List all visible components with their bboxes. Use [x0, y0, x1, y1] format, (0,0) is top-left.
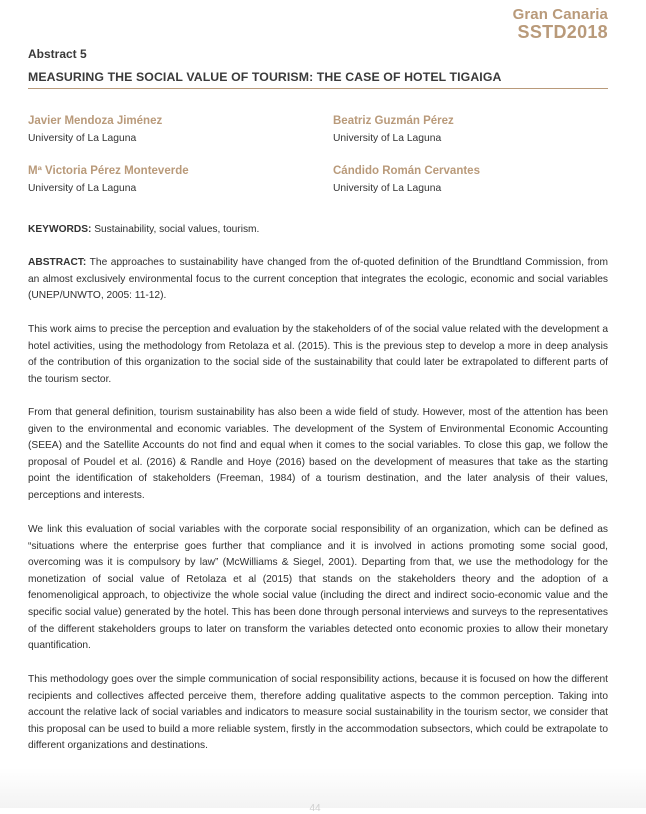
keywords-label: KEYWORDS: — [28, 224, 92, 235]
author-affiliation: University of La Laguna — [333, 183, 442, 194]
author-block — [333, 114, 613, 146]
author-name: Javier Mendoza Jiménez — [28, 115, 163, 127]
body-paragraph-4: This methodology goes over the simple communication of social responsibility actions, because it is focused on how the different recipients and collectives affected perceive them, therefore adding qualitative aspects to the common perception. Taking into account the relative lack of social variables and indicators to measure social sustainability in the tourism sector, we consider that this proposal can be used to build a more reliable system, firstly in the accommodation subsectors, which could be extrapolate to different organizations and destinations. — [28, 674, 608, 752]
author-affiliation: University of La Laguna — [28, 183, 137, 194]
body-paragraph-2: From that general definition, tourism sustainability has also been a wide field of study. However, most of the attention has been given to the environmental and economic variables. The development of the System of Environmental Economic Accounting (SEEA) and the Satellite Accounts do not find and equal when it comes to the social variables. To close this gap, we follow the proposal of Poudel et al. (2016) & Randle and Hoye (2016) based on the development of measures that take as the starting point the identification of stakeholders (Freeman, 1984) of a tourism destination, and the later analysis of their values, perceptions and interests. — [28, 407, 608, 501]
abstract-paragraph — [28, 255, 608, 305]
abstract-heading: ABSTRACT: — [28, 257, 87, 268]
brand-location: Gran Canaria — [512, 6, 608, 23]
author-name: Beatriz Guzmán Pérez — [333, 115, 454, 127]
author-affiliation: University of La Laguna — [333, 133, 442, 144]
author-affiliation: University of La Laguna — [28, 133, 137, 144]
author-block — [28, 164, 308, 196]
author-name: Mª Victoria Pérez Monteverde — [28, 165, 189, 177]
abstract-number: Abstract 5 — [28, 47, 87, 61]
brand-conference: SSTD2018 — [517, 22, 608, 42]
page-number: 44 — [309, 803, 321, 814]
keywords-paragraph — [28, 222, 608, 239]
author-block — [333, 164, 613, 196]
conference-brand — [513, 7, 608, 41]
abstract-text: The approaches to sustainability have changed from the of-quoted definition of the Brundtland Commission, from an almost exclusively environmental focus to the current conception that integrates the ecologic, economic and social variables (UNEP/UNWTO, 2005: 11-12). — [28, 257, 608, 302]
page-footer — [0, 768, 646, 808]
author-block — [28, 114, 308, 146]
author-name: Cándido Román Cervantes — [333, 165, 480, 177]
keywords-text: Sustainability, social values, tourism. — [91, 224, 260, 235]
body-paragraph-3: We link this evaluation of social variables with the corporate social responsibility of an organization, which can be defined as “situations where the enterprise goes further that compliance and it is involved in actions promoting some social good, overcoming was it is compulsory by law” (McWilliams & Siegel, 2001). Departing from that, we use the methodology for the monetization of social value of Retolaza et al (2015) that stands on the stakeholders theory and the adoption of a fenomenoligical approach, to objectivize the whole social value (including the direct and indirect socio-economic value and the specific social value) generated by the hotel. This has been done through personal interviews and surveys to the representatives of the different stakeholders groups to later on transform the variables detected onto economic proxies to allow their monetary quantification. — [28, 524, 608, 652]
body-paragraph-1: This work aims to precise the perception and evaluation by the stakeholders of of the social value related with the development a hotel activities, using the methodology from Retolaza et al. (2015). This is the previous step to develop a more in deep analysis of the contribution of this organization to the social side of the sustainability that could later be extrapolated to different parts of the tourism sector. — [28, 324, 608, 385]
paper-title: MEASURING THE SOCIAL VALUE OF TOURISM: THE CASE OF HOTEL TIGAIGA — [28, 70, 608, 89]
